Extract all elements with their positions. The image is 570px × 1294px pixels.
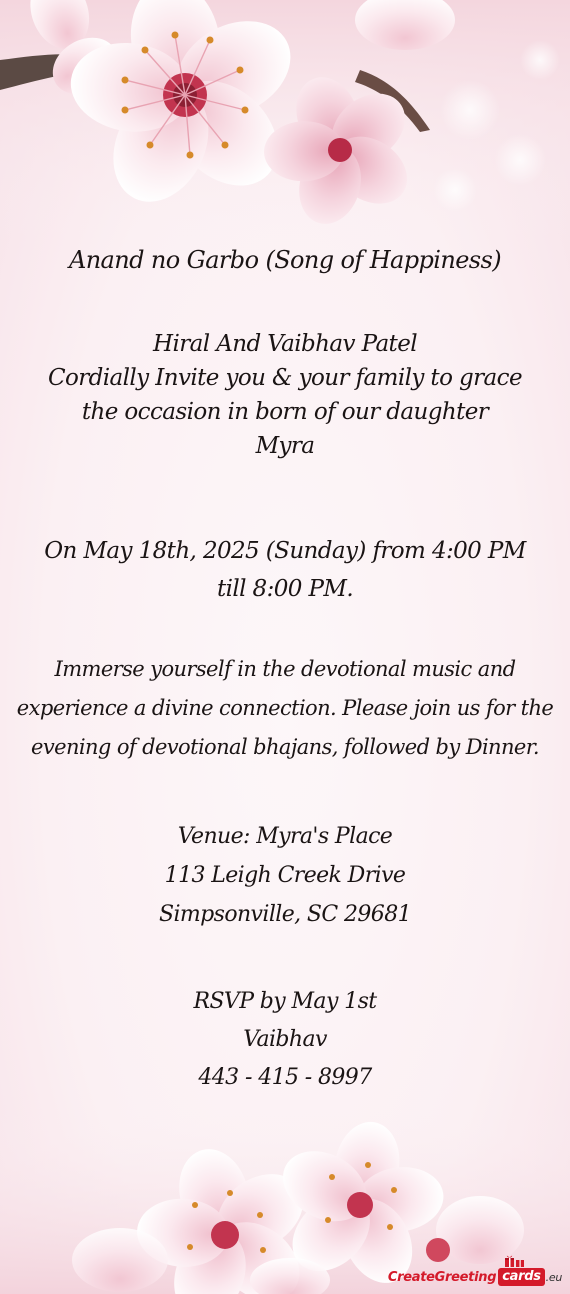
daughter-name: Myra bbox=[255, 433, 315, 459]
gift-icon bbox=[504, 1254, 526, 1268]
venue-line: Venue: Myra's Place bbox=[177, 824, 393, 849]
cherry-blossom-bottom-illustration bbox=[0, 1110, 570, 1294]
watermark-highlight-badge bbox=[498, 1268, 544, 1286]
event-title: Anand no Garbo (Song of Happiness) bbox=[68, 246, 502, 274]
hosts-line: Hiral And Vaibhav Patel bbox=[153, 331, 417, 357]
watermark-prefix: CreateGreeting bbox=[387, 1269, 497, 1285]
rsvp-name: Vaibhav bbox=[243, 1027, 327, 1052]
description-line-2: experience a divine connection. Please join us for the bbox=[16, 696, 554, 720]
date-section bbox=[0, 532, 570, 608]
cherry-blossom-top-illustration bbox=[0, 0, 570, 240]
event-title-section bbox=[0, 245, 570, 275]
invite-line-1: Cordially Invite you & your family to grace bbox=[48, 365, 522, 391]
description-line-1: Immerse yourself in the devotional music and bbox=[54, 657, 516, 681]
description-line-3: evening of devotional bhajans, followed by Dinner. bbox=[31, 735, 539, 759]
venue-section bbox=[0, 817, 570, 934]
watermark-highlight: cards bbox=[502, 1269, 541, 1284]
hosts-section bbox=[0, 327, 570, 463]
invite-line-2: the occasion in born of our daughter bbox=[81, 399, 489, 425]
date-line-2: till 8:00 PM. bbox=[216, 576, 354, 602]
rsvp-line: RSVP by May 1st bbox=[193, 989, 377, 1014]
date-line-1: On May 18th, 2025 (Sunday) from 4:00 PM bbox=[44, 538, 526, 564]
address-line-1: 113 Leigh Creek Drive bbox=[164, 863, 406, 888]
brand-watermark bbox=[388, 1268, 562, 1286]
rsvp-section bbox=[0, 983, 570, 1097]
rsvp-phone: 443 - 415 - 8997 bbox=[198, 1065, 372, 1090]
description-section bbox=[0, 650, 570, 767]
address-line-2: Simpsonville, SC 29681 bbox=[159, 902, 411, 927]
watermark-suffix: .eu bbox=[545, 1270, 562, 1284]
